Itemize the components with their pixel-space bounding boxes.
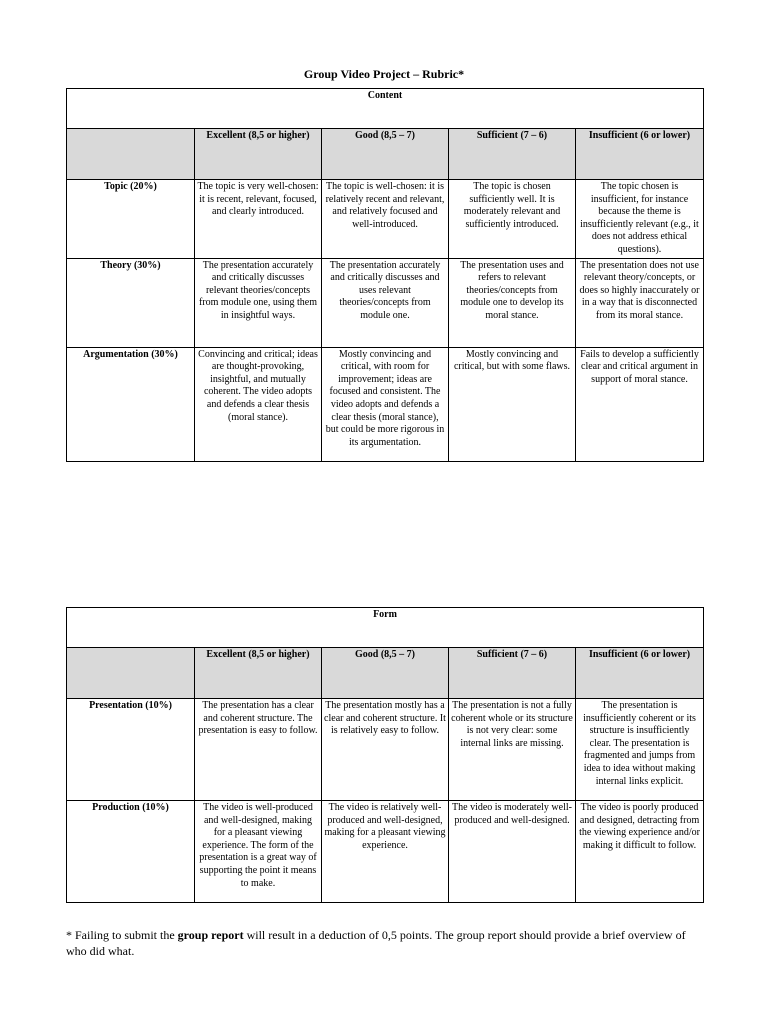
header-sufficient: Sufficient (7 – 6) [449,129,576,180]
form-section-title: Form [67,608,704,648]
document-title: Group Video Project – Rubric* [303,67,465,81]
cell-theory-insufficient: The presentation does not use relevant theory/concepts, or does so highly inaccurately or in a way that is disconnected from its moral stance. [576,258,704,347]
table-row [67,258,704,347]
header-insufficient: Insufficient (6 or lower) [576,129,704,180]
cell-topic-excellent: The topic is very well-chosen: it is recent, relevant, focused, and clearly introduced. [195,180,322,259]
cell-presentation-good: The presentation mostly has a clear and coherent structure. It is relatively easy to follow. [322,699,449,801]
footnote-bold-term: group report [177,928,244,942]
cell-production-excellent: The video is well-produced and well-designed, making for a pleasant viewing experience. The form of the presentation is a great way of supporting the point it means to make. [195,801,322,903]
cell-presentation-excellent: The presentation has a clear and coherent structure. The presentation is easy to follow. [195,699,322,801]
cell-theory-good: The presentation accurately and critically discusses and uses relevant theories/concepts from module one. [322,258,449,347]
cell-argumentation-good: Mostly convincing and critical, with room for improvement; ideas are focused and consistent. The video adopts and defends a clear thesis (moral stance), but could be more rigorous in its argumentation. [322,347,449,461]
criterion-production: Production (10%) [67,801,195,903]
criterion-presentation: Presentation (10%) [67,699,195,801]
cell-theory-excellent: The presentation accurately and critically discusses relevant theories/concepts from module one, using them in insightful ways. [195,258,322,347]
cell-presentation-sufficient: The presentation is not a fully coherent whole or its structure is not very clear: some internal links are missing. [449,699,576,801]
header-insufficient: Insufficient (6 or lower) [576,648,704,699]
header-blank-cell [67,129,195,180]
table-row [67,180,704,259]
criterion-topic: Topic (20%) [67,180,195,259]
cell-topic-sufficient: The topic is chosen sufficiently well. It is moderately relevant and sufficiently introduced. [449,180,576,259]
table-row [67,699,704,801]
cell-topic-good: The topic is well-chosen: it is relatively recent and relevant, and relatively focused and well-introduced. [322,180,449,259]
cell-theory-sufficient: The presentation uses and refers to relevant theories/concepts from module one to develop its moral stance. [449,258,576,347]
footnote [66,927,706,959]
content-section-title: Content [67,89,704,129]
table-row [67,801,704,903]
cell-presentation-insufficient: The presentation is insufficiently coherent or its structure is insufficiently clear. The presentation is fragmented and jumps from idea to idea without making internal links explicit. [576,699,704,801]
content-rubric-table [66,88,704,462]
cell-production-insufficient: The video is poorly produced and designed, detracting from the viewing experience and/or making it difficult to follow. [576,801,704,903]
header-blank-cell [67,648,195,699]
criterion-argumentation: Argumentation (30%) [67,347,195,461]
header-good: Good (8,5 – 7) [322,648,449,699]
header-excellent: Excellent (8,5 or higher) [195,129,322,180]
header-sufficient: Sufficient (7 – 6) [449,648,576,699]
form-rubric-table [66,607,704,903]
cell-topic-insufficient: The topic chosen is insufficient, for instance because the theme is insufficiently relevant (e.g., it does not address ethical questions). [576,180,704,259]
cell-argumentation-excellent: Convincing and critical; ideas are thought-provoking, insightful, and mutually coherent. The video adopts and defends a clear thesis (moral stance). [195,347,322,461]
cell-argumentation-insufficient: Fails to develop a sufficiently clear and critical argument in support of moral stance. [576,347,704,461]
header-good: Good (8,5 – 7) [322,129,449,180]
table-row [67,347,704,461]
cell-argumentation-sufficient: Mostly convincing and critical, but with some flaws. [449,347,576,461]
cell-production-sufficient: The video is moderately well-produced and well-designed. [449,801,576,903]
criterion-theory: Theory (30%) [67,258,195,347]
cell-production-good: The video is relatively well-produced and well-designed, making for a pleasant viewing experience. [322,801,449,903]
footnote-suffix: will result in a deduction of 0,5 points. The group report should provide a brief overview of who did what. [66,928,686,958]
header-excellent: Excellent (8,5 or higher) [195,648,322,699]
footnote-prefix: * Failing to submit the [66,928,178,942]
